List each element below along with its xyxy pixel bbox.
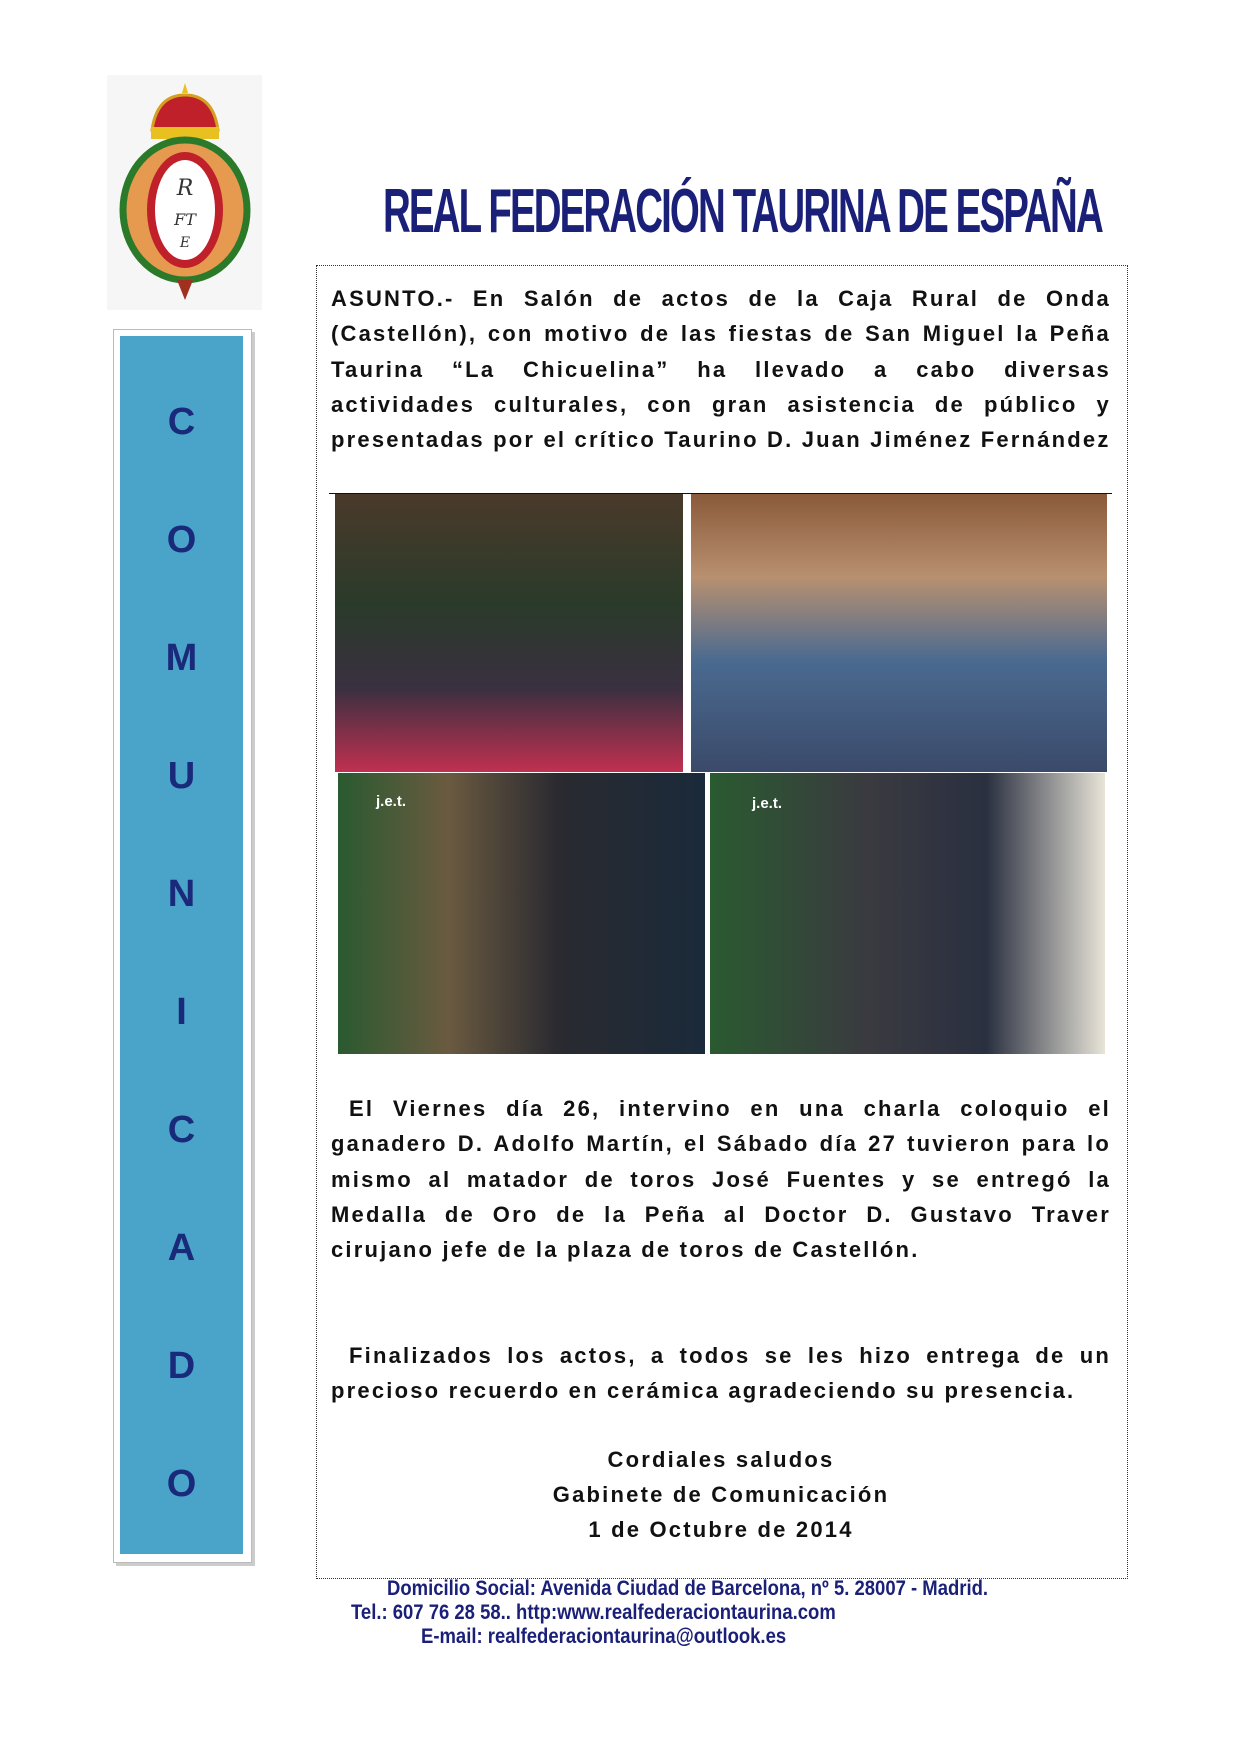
footer-phone-web: Tel.: 607 76 28 58.. http:www.realfederaciontaurina.com [351,1601,836,1624]
sidebar-letter: C [167,1109,196,1151]
closing-signature: Gabinete de Comunicación [552,1482,890,1507]
sidebar-letter: O [166,1463,197,1505]
svg-text:FT: FT [174,210,196,229]
photo-watermark: j.e.t. [376,793,407,810]
photo-award-presentation [335,494,683,772]
photo-audience [691,494,1107,772]
gifts-paragraph: Finalizados los actos, a todos se les hizo entrega de un precioso recuerdo en cerámica agradeciendo su presencia. [331,1343,1111,1404]
asunto-paragraph: ASUNTO.- En Salón de actos de la Caja Rural de Onda (Castellón), con motivo de las fiestas de San Miguel la Peña Taurina “La Chicuelina” ha llevado a cabo diversas actividades culturales, con gran asistencia de público y presentadas por el crítico Taurino D. Juan Jiménez Fernández [331,286,1111,453]
events-paragraph: El Viernes día 26, intervino en una charla coloquio el ganadero D. Adolfo Martín, el Sábado día 27 tuvieron para lo mismo al matador de toros José Fuentes y se entregó la Medalla de Oro de la Peña al Doctor D. Gustavo Traver cirujano jefe de la plaza de toros de Castellón. [331,1096,1111,1263]
sidebar-letter: D [167,1345,196,1387]
sidebar-letter: I [176,991,187,1033]
sidebar-letter: M [165,637,198,679]
page-title: REAL FEDERACIÓN TAURINA DE ESPAÑA [383,177,1102,246]
closing-date: 1 de Octubre de 2014 [588,1517,854,1542]
photo-medal-presentation [710,773,1105,1054]
closing-greeting: Cordiales saludos [607,1447,835,1472]
photo-ceramic-gift [338,773,705,1054]
svg-text:E: E [179,235,191,251]
photo-watermark: j.e.t. [752,795,783,812]
sidebar-letter: A [167,1227,196,1269]
sidebar-letter: C [167,401,196,443]
sidebar-letter: N [167,873,196,915]
svg-text:R: R [176,176,194,201]
federation-crest-logo [107,75,262,310]
comunicado-sidebar [113,329,252,1563]
footer-address: Domicilio Social: Avenida Ciudad de Barcelona, nº 5. 28007 - Madrid. [387,1577,989,1600]
sidebar-letter: U [167,755,196,797]
sidebar-letter: O [166,519,197,561]
footer-email: E-mail: realfederaciontaurina@outlook.es [421,1625,787,1648]
